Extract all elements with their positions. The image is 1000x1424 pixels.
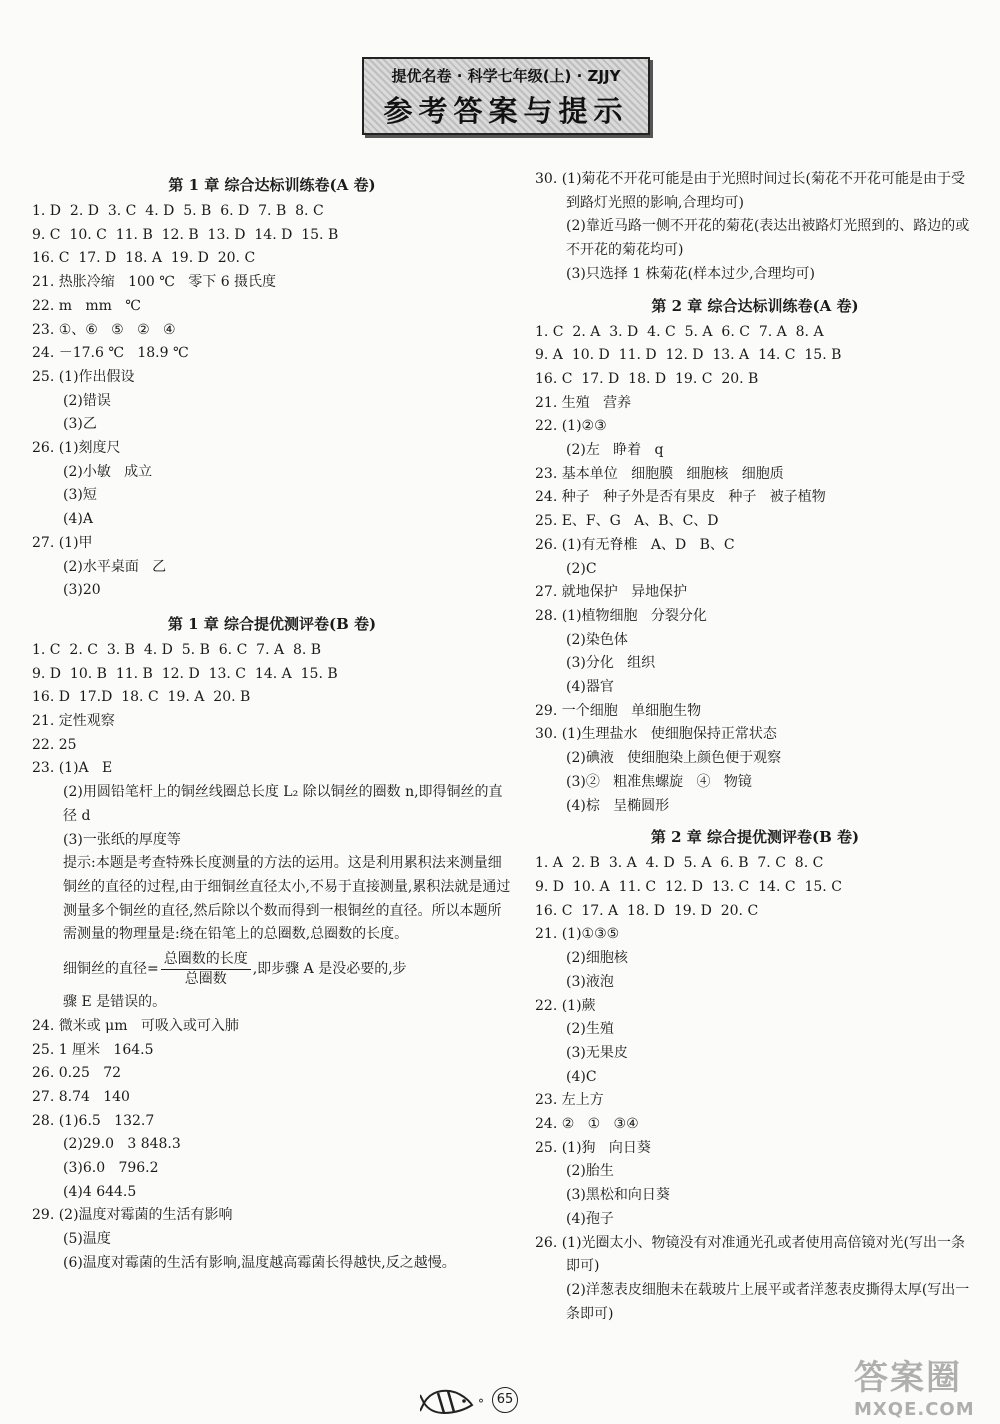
formula-tail: 骤 E 是错误的。 xyxy=(63,994,167,1011)
answer-line: (2)小敏 成立 xyxy=(63,463,153,480)
answer-line: 9. D 10. B 11. B 12. D 13. C 14. A 15. B xyxy=(32,665,338,682)
formula-prefix: 细铜丝的直径= xyxy=(63,961,159,978)
answer-line: 16. C 17. A 18. D 19. D 20. C xyxy=(535,902,759,919)
answer-line: (2)染色体 xyxy=(566,631,628,648)
section-title-ch1-a: 第 1 章 综合达标训练卷(A 卷) xyxy=(168,176,376,194)
answer-line: 25. 1 厘米 164.5 xyxy=(32,1041,154,1058)
answer-line: (4)C xyxy=(566,1068,597,1085)
formula-suffix: ,即步骤 A 是没必要的,步 xyxy=(252,961,407,978)
answer-line: 26. 0.25 72 xyxy=(32,1065,122,1082)
answer-line: (2)碘液 使细胞染上颜色便于观察 xyxy=(566,750,782,767)
answer-q26-2: (2)洋葱表皮细胞未在载玻片上展平或者洋葱表皮撕得太厚(写出一条即可) xyxy=(566,1281,970,1322)
answer-line: 21. (1)①③⑤ xyxy=(535,926,620,943)
answer-line: 29. 一个细胞 单细胞生物 xyxy=(535,702,702,719)
answer-line: (3)分化 组织 xyxy=(566,655,656,672)
answer-line: (2)水平桌面 乙 xyxy=(63,558,167,575)
answer-line: (3)② 粗准焦螺旋 ④ 物镜 xyxy=(566,773,752,790)
answer-line: 29. (2)温度对霉菌的生活有影响 xyxy=(32,1207,233,1224)
watermark-text: 答案圈 xyxy=(854,1358,962,1398)
answer-line: (3)短 xyxy=(63,487,97,504)
answer-line: 22. (1)蕨 xyxy=(535,997,596,1014)
answer-line: 22. m mm ℃ xyxy=(32,297,141,314)
answer-line: 23. 基本单位 细胞膜 细胞核 细胞质 xyxy=(535,465,784,482)
answer-line: 25. (1)作出假设 xyxy=(32,368,135,385)
answer-line: (3)无果皮 xyxy=(566,1044,628,1061)
answer-line: 9. C 10. C 11. B 12. B 13. D 14. D 15. B xyxy=(32,226,339,243)
answer-line: (2)C xyxy=(566,560,597,577)
answer-line: (2)左 睁着 q xyxy=(566,442,664,459)
answer-line: 28. (1)6.5 132.7 xyxy=(32,1112,155,1129)
answer-line: (4)棕 呈椭圆形 xyxy=(566,797,670,814)
answer-line: (3)20 xyxy=(63,582,101,599)
answers-ch1-b-cont xyxy=(32,1015,512,1252)
answer-line: (4)器官 xyxy=(566,679,614,696)
answer-q23-2: (2)用圆铅笔杆上的铜丝线圈总长度 L₂ 除以铜丝的圈数 n,即得铜丝的直径 d xyxy=(63,784,503,824)
answer-q30-1: 30. (1)菊花不开花可能是由于光照时间过长(菊花不开花可能是由于受到路灯光照的影响,合理均可) xyxy=(535,171,966,211)
right-column xyxy=(535,168,975,1326)
answer-line: 9. A 10. D 11. D 12. D 13. A 14. C 15. B xyxy=(535,347,842,364)
answers-ch2-a xyxy=(535,321,975,819)
answer-line: 23. (1)A E xyxy=(32,760,113,777)
answer-q29-6: (6)温度对霉菌的生活有影响,温度越高霉菌长得越快,反之越慢。 xyxy=(63,1254,456,1271)
answer-line: 1. C 2. A 3. D 4. C 5. A 6. C 7. A 8. A xyxy=(535,323,824,340)
answer-line: 23. ①、⑥ ⑤ ② ④ xyxy=(32,321,176,338)
answer-line: 1. D 2. D 3. C 4. D 5. B 6. D 7. B 8. C xyxy=(32,203,324,219)
page-footer xyxy=(420,1383,580,1419)
answer-line: 16. C 17. D 18. D 19. C 20. B xyxy=(535,370,759,387)
answer-line: (4)A xyxy=(63,511,93,528)
answer-line: 24. ② ① ③④ xyxy=(535,1116,639,1133)
answer-q26-1: 26. (1)光圈太小、物镜没有对准通光孔或者使用高倍镜对光(写出一条即可) xyxy=(535,1234,966,1275)
answer-line: 22. 25 xyxy=(32,736,77,753)
answer-line: (2)生殖 xyxy=(566,1021,614,1038)
answer-q30-3: (3)只选择 1 株菊花(样本过少,合理均可) xyxy=(566,265,816,282)
answer-line: (2)细胞核 xyxy=(566,950,628,967)
fish-icon xyxy=(420,1383,478,1419)
section-title-ch2-a: 第 2 章 综合达标训练卷(A 卷) xyxy=(651,296,859,315)
answer-line: (3)6.0 796.2 xyxy=(63,1160,159,1177)
answer-line: 23. 左上方 xyxy=(535,1092,604,1109)
answer-line: (3)黑松和向日葵 xyxy=(566,1187,670,1204)
answers-ch1-b xyxy=(32,639,512,781)
answer-line: (4)孢子 xyxy=(566,1210,614,1227)
answer-line: 16. D 17.D 18. C 19. A 20. B xyxy=(32,689,251,706)
footer-dot: ° xyxy=(478,1397,484,1411)
answer-line: 26. (1)有无脊椎 A、D B、C xyxy=(535,536,735,553)
watermark-url: MXQE.COM xyxy=(854,1399,975,1420)
answer-line: (4)4 644.5 xyxy=(63,1183,137,1200)
answer-line: 9. D 10. A 11. C 12. D 13. C 14. C 15. C xyxy=(535,878,842,895)
answer-line: (2)胎生 xyxy=(566,1163,614,1180)
answer-line: (5)温度 xyxy=(63,1231,111,1248)
page-title: 参考答案与提示 xyxy=(383,94,629,128)
answer-q23-3: (3)一张纸的厚度等 xyxy=(63,831,181,848)
answer-line: 30. (1)生理盐水 使细胞保持正常状态 xyxy=(535,726,777,743)
answer-line: 25. (1)狗 向日葵 xyxy=(535,1139,651,1156)
answer-line: 27. 8.74 140 xyxy=(32,1088,130,1105)
watermark-logo xyxy=(854,1350,994,1420)
section-title-ch2-b: 第 2 章 综合提优测评卷(B 卷) xyxy=(650,828,860,847)
answer-line: 1. A 2. B 3. A 4. D 5. A 6. B 7. C 8. C xyxy=(535,855,824,872)
section-title-ch1-b: 第 1 章 综合提优测评卷(B 卷) xyxy=(167,614,377,633)
answers-ch2-b xyxy=(535,852,975,1231)
answer-line: 27. 就地保护 异地保护 xyxy=(535,584,688,601)
answer-line: 21. 定性观察 xyxy=(32,713,115,730)
answer-line: 24. －17.6 ℃ 18.9 ℃ xyxy=(32,345,189,362)
answer-line: (2)29.0 3 848.3 xyxy=(63,1136,181,1153)
formula-fraction xyxy=(161,950,251,989)
answer-line: (2)错误 xyxy=(63,392,111,409)
answer-line: 24. 微米或 μm 可吸入或可入肺 xyxy=(32,1017,239,1034)
answer-line: 24. 种子 种子外是否有果皮 种子 被子植物 xyxy=(535,489,826,506)
answer-line: 21. 热胀冷缩 100 ℃ 零下 6 摄氏度 xyxy=(32,274,277,291)
page-number: 65 xyxy=(492,1387,518,1413)
answers-ch1-a xyxy=(32,200,512,603)
hint-text: 提示:本题是考查特殊长度测量的方法的运用。这是利用累积法来测量细铜丝的直径的过程,由于细铜丝直径太小,不易于直接测量,累积法就是通过测量多个铜丝的直径,然后除以个数而得到一根铜丝的直径。所以本题所需测量的物理量是:绕在铅笔上的总圈数,总圈数的长度。 xyxy=(63,855,511,943)
answer-q30-2: (2)靠近马路一侧不开花的菊花(表达出被路灯光照到的、路边的或不开花的菊花均可) xyxy=(566,218,970,259)
formula-denominator: 总圈数 xyxy=(184,970,227,987)
answer-line: 28. (1)植物细胞 分裂分化 xyxy=(535,607,707,624)
answer-line: 21. 生殖 营养 xyxy=(535,394,632,411)
left-column xyxy=(32,168,512,1276)
answer-line: (3)乙 xyxy=(63,416,97,433)
answer-line: 22. (1)②③ xyxy=(535,418,607,435)
answer-line: (3)液泡 xyxy=(566,973,614,990)
answer-line: 25. E、F、G A、B、C、D xyxy=(535,513,719,530)
series-title: 提优名卷 · 科学七年级(上) · ZJJY xyxy=(391,67,621,85)
answer-line: 27. (1)甲 xyxy=(32,534,93,551)
answer-line: 26. (1)刻度尺 xyxy=(32,440,121,457)
formula-numerator: 总圈数的长度 xyxy=(161,950,251,970)
answer-line: 16. C 17. D 18. A 19. D 20. C xyxy=(32,250,256,267)
formula-line xyxy=(32,947,512,991)
header-banner xyxy=(362,57,650,135)
answer-line: 1. C 2. C 3. B 4. D 5. B 6. C 7. A 8. B xyxy=(32,641,322,658)
